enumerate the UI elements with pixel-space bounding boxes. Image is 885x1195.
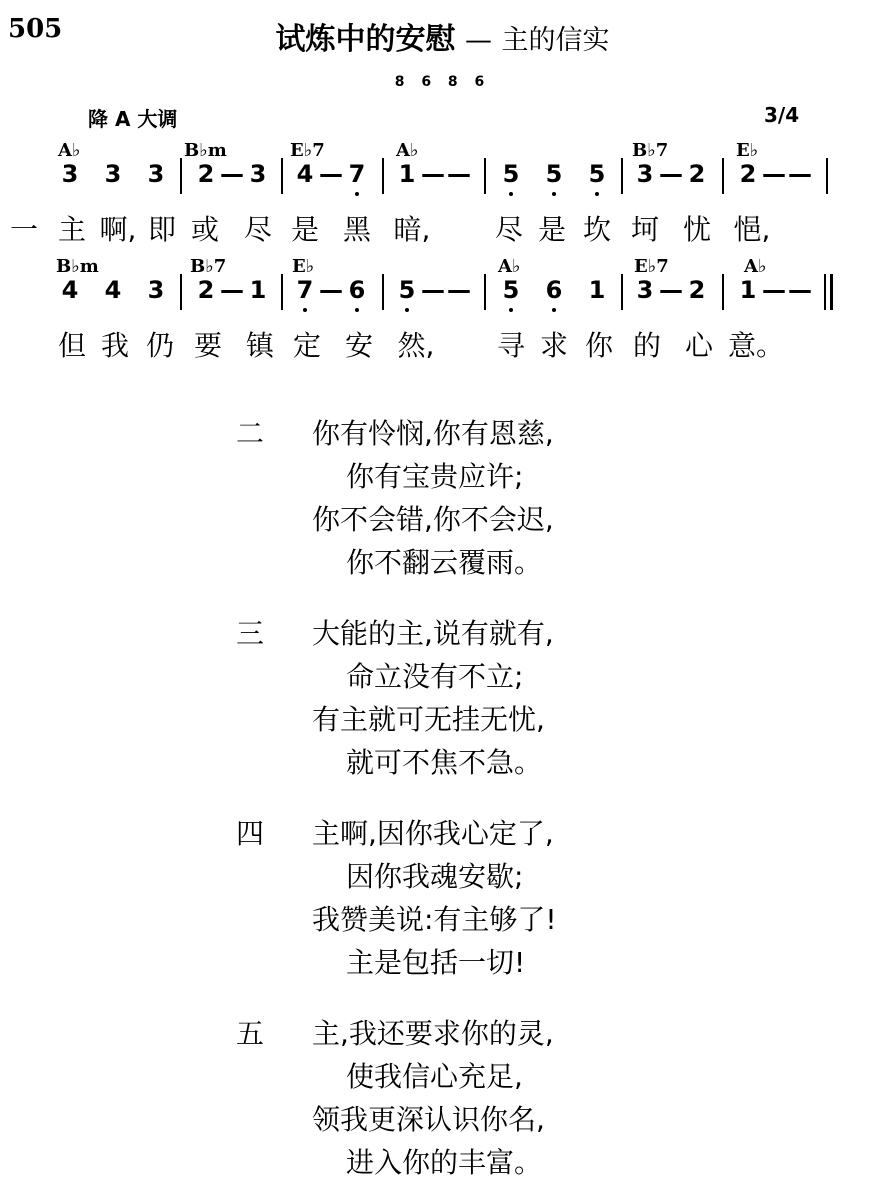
lyric: 是 (290, 213, 320, 246)
lyric: 即 (147, 213, 177, 246)
note: — (421, 276, 445, 304)
chord: A♭ (396, 140, 419, 161)
stanza-line: 进入你的丰富。 (346, 1146, 543, 1179)
stanza-line: 因你我魂安歇; (346, 860, 524, 893)
chord: E♭7 (290, 140, 325, 161)
note: 6 (545, 276, 563, 304)
note: 2 (739, 160, 757, 188)
low-octave-dot (509, 308, 513, 312)
stanza-line: 使我信心充足, (346, 1060, 523, 1093)
stanza-line: 大能的主,说有就有, (312, 617, 554, 650)
lyric: 镇 (245, 329, 275, 362)
low-octave-dot (552, 308, 556, 312)
note: 3 (636, 160, 654, 188)
lyric: 尽 (243, 213, 273, 246)
chord: B♭m (56, 256, 99, 277)
lyric: 我 (100, 329, 130, 362)
stanza-number: 三 (236, 617, 265, 650)
bar-line (180, 274, 182, 310)
stanza-line: 你有怜悯,你有恩慈, (312, 417, 554, 450)
note: — (220, 160, 244, 188)
lyric: 要 (193, 329, 223, 362)
chord: B♭m (184, 140, 227, 161)
bar-line (484, 274, 486, 310)
lyric: 啊, (99, 213, 137, 246)
chord: E♭ (292, 256, 315, 277)
lyric: 安 (344, 329, 374, 362)
bar-line (382, 274, 384, 310)
stanza-number: 五 (236, 1017, 265, 1050)
lyric: 黑 (342, 213, 372, 246)
note: 5 (588, 160, 606, 188)
note: 6 (348, 276, 366, 304)
note: 4 (104, 276, 122, 304)
bar-line (722, 274, 724, 310)
chord: A♭ (58, 140, 81, 161)
lyric: 坷 (630, 213, 660, 246)
note: 1 (588, 276, 606, 304)
note: — (319, 276, 343, 304)
stanza-line: 我赞美说:有主够了! (312, 903, 557, 936)
note: — (220, 276, 244, 304)
title-dash: — (465, 25, 492, 56)
bar-line (621, 274, 623, 310)
note: 3 (147, 276, 165, 304)
key-signature: 降 A 大调 (88, 107, 178, 131)
final-bar-line (824, 274, 826, 310)
lyric: 但 (57, 329, 87, 362)
score-line-2 (0, 0, 885, 360)
note: 3 (147, 160, 165, 188)
final-bar-line (830, 274, 833, 310)
low-octave-dot (405, 308, 409, 312)
note: 1 (739, 276, 757, 304)
note: 4 (296, 160, 314, 188)
lyric: 的 (632, 329, 662, 362)
note: 3 (636, 276, 654, 304)
title-main: 试炼中的安慰 (275, 22, 456, 57)
stanza-line: 主啊,因你我心定了, (312, 817, 554, 850)
hymn-number: 505 (8, 14, 63, 44)
lyric: 尽 (494, 213, 524, 246)
stanza-line: 主是包括一切! (346, 946, 526, 979)
lyric: 心 (684, 329, 714, 362)
note: — (788, 276, 812, 304)
note: 3 (249, 160, 267, 188)
lyric: 然, (397, 329, 435, 362)
note: 5 (502, 160, 520, 188)
lyric: 或 (190, 213, 220, 246)
note: 2 (688, 276, 706, 304)
lyric: 你 (584, 329, 614, 362)
note: — (421, 160, 445, 188)
chord: E♭7 (634, 256, 669, 277)
note: 3 (104, 160, 122, 188)
stanza-line: 有主就可无挂无忧, (312, 703, 545, 736)
stanza-line: 你不会错,你不会迟, (312, 503, 554, 536)
lyric: 主 (57, 213, 87, 246)
bar-line (281, 274, 283, 310)
note: 7 (348, 160, 366, 188)
note: — (659, 276, 683, 304)
note: 1 (398, 160, 416, 188)
note: — (659, 160, 683, 188)
note: 4 (61, 276, 79, 304)
stanza-number: 二 (236, 417, 265, 450)
note: — (447, 160, 471, 188)
note: 2 (688, 160, 706, 188)
stanza-line: 你有宝贵应许; (346, 460, 524, 493)
note: — (447, 276, 471, 304)
stanza-line: 命立没有不立; (346, 660, 524, 693)
lyric: 求 (539, 329, 569, 362)
chord: B♭7 (632, 140, 669, 161)
note: — (319, 160, 343, 188)
note: 2 (197, 276, 215, 304)
time-signature: 3/4 (764, 103, 800, 127)
note: 7 (296, 276, 314, 304)
note: 1 (249, 276, 267, 304)
note: 5 (502, 276, 520, 304)
lyric: 暗, (393, 213, 431, 246)
note: — (762, 160, 786, 188)
lyric: 坎 (582, 213, 612, 246)
chord: E♭ (736, 140, 759, 161)
stanza-line: 领我更深认识你名, (312, 1103, 545, 1136)
stanza-line: 主,我还要求你的灵, (312, 1017, 554, 1050)
stanza-line: 就可不焦不急。 (346, 746, 543, 779)
lyric: 意。 (727, 329, 785, 362)
note: — (762, 276, 786, 304)
stanza-number: 四 (236, 817, 265, 850)
chord: A♭ (744, 256, 767, 277)
lyric: 仍 (145, 329, 175, 362)
lyric: 一 (9, 213, 39, 246)
low-octave-dot (303, 308, 307, 312)
note: 5 (398, 276, 416, 304)
lyric: 悒, (733, 213, 771, 246)
lyric: 定 (292, 329, 322, 362)
note: 2 (197, 160, 215, 188)
meter: 8 6 8 6 (394, 74, 491, 90)
note: 3 (61, 160, 79, 188)
lyric: 是 (537, 213, 567, 246)
chord: A♭ (498, 256, 521, 277)
chord: B♭7 (190, 256, 227, 277)
lyric: 寻 (496, 329, 526, 362)
title-sub: 主的信实 (501, 25, 610, 56)
note: — (788, 160, 812, 188)
note: 5 (545, 160, 563, 188)
stanza-line: 你不翻云覆雨。 (346, 546, 543, 579)
low-octave-dot (355, 308, 359, 312)
lyric: 忧 (682, 213, 712, 246)
